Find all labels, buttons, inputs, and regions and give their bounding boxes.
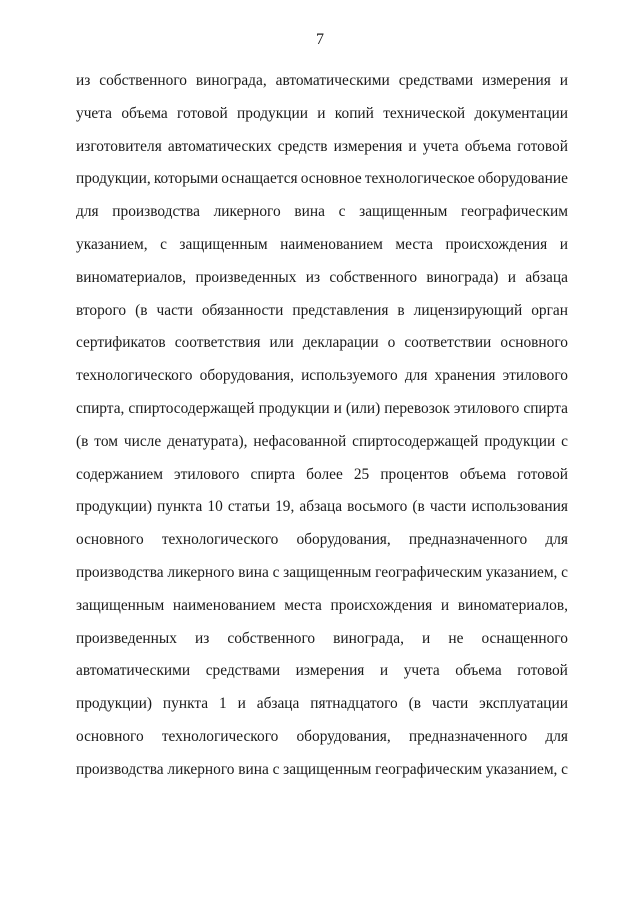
text-line: указанием, с защищенным наименованием места происхождения и	[76, 235, 568, 253]
text-line: технологического оборудования, используемого для хранения этилового	[76, 367, 568, 385]
text-line: произведенных из собственного винограда, и не оснащенного	[76, 629, 568, 647]
text-line: изготовителя автоматических средств измерения и учета объема готовой	[76, 137, 568, 155]
text-line: продукции) пункта 10 статьи 19, абзаца восьмого (в части использования	[76, 498, 568, 516]
text-line: содержанием этилового спирта более 25 процентов объема готовой	[76, 465, 568, 483]
text-line: продукции) пункта 1 и абзаца пятнадцатого (в части эксплуатации	[76, 695, 568, 713]
text-line: защищенным наименованием места происхождения и виноматериалов,	[76, 596, 568, 614]
text-line: из собственного винограда, автоматическими средствами измерения и	[76, 72, 568, 89]
text-line: виноматериалов, произведенных из собственного винограда) и абзаца	[76, 268, 568, 286]
text-line: второго (в части обязанности представления в лицензирующий орган	[76, 301, 568, 319]
text-line: автоматическими средствами измерения и учета объема готовой	[76, 662, 568, 680]
text-line: (в том числе денатурата), нефасованной спиртосодержащей продукции с	[76, 432, 568, 450]
text-line: спирта, спиртосодержащей продукции и (или) перевозок этилового спирта	[76, 399, 568, 417]
text-line: основного технологического оборудования, предназначенного для	[76, 531, 568, 549]
document-body	[76, 71, 568, 793]
text-line: учета объема готовой продукции и копий технической документации	[76, 104, 568, 122]
text-line: сертификатов соответствия или декларации о соответствии основного	[76, 334, 568, 352]
page-number: 7	[316, 31, 324, 48]
text-line: для производства ликерного вина с защищенным географическим	[76, 203, 568, 221]
text-line: продукции, которыми оснащается основное технологическое оборудование	[76, 170, 568, 188]
text-line: производства ликерного вина с защищенным географическим указанием, с	[76, 760, 568, 778]
text-line: производства ликерного вина с защищенным географическим указанием, с	[76, 563, 568, 581]
text-line: основного технологического оборудования, предназначенного для	[76, 727, 568, 745]
